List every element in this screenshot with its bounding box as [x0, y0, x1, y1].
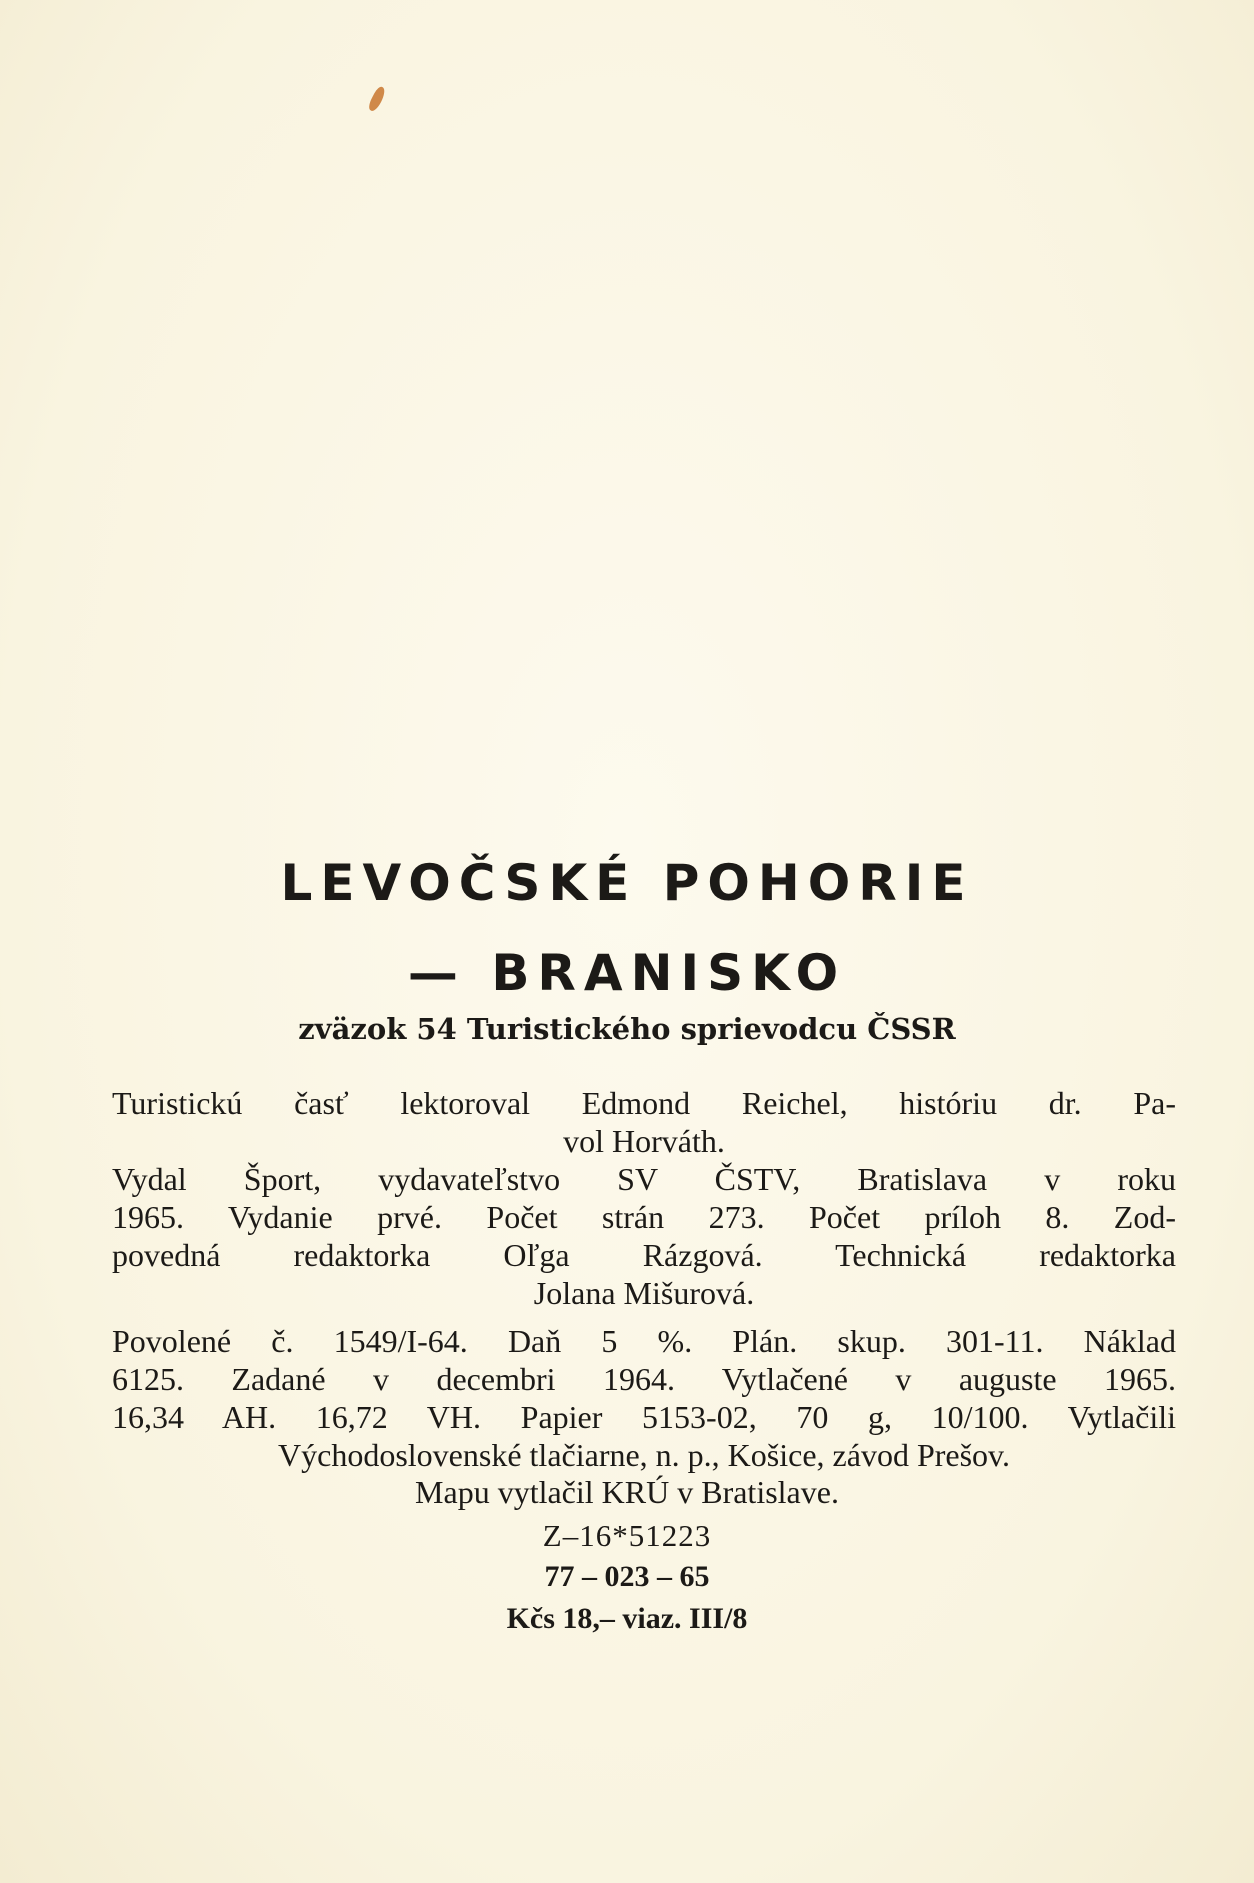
series-subtitle: zväzok 54 Turistického sprievodcu ČSSR — [298, 1012, 956, 1046]
credits-line: Jolana Mišurová. — [533, 1275, 755, 1311]
credits-line: vol Horváth. — [563, 1123, 725, 1159]
printing-line: Povolené č. 1549/I-64. Daň 5 %. Plán. skup. 301-11. Náklad — [112, 1323, 1176, 1359]
paper-stain — [366, 85, 387, 113]
credits-line: povedná redaktorka Oľga Rázgová. Technická redaktorka — [112, 1237, 1176, 1273]
title-line-1: LEVOČSKÉ POHORIE — [280, 854, 974, 912]
title-line-2: — BRANISKO — [407, 944, 847, 1002]
printing-line: Východoslovenské tlačiarne, n. p., Košice, závod Prešov. — [278, 1437, 1010, 1473]
credits-line: 1965. Vydanie prvé. Počet strán 273. Počet príloh 8. Zod- — [112, 1199, 1176, 1235]
credits-line: Vydal Šport, vydavateľstvo SV ČSTV, Bratislava v roku — [112, 1161, 1176, 1197]
printing-details-paragraph — [112, 1322, 1176, 1474]
publication-code: Z–16*51223 — [542, 1518, 712, 1553]
catalog-numbers: 77 – 023 – 65 — [544, 1560, 710, 1593]
printing-line: 16,34 AH. 16,72 VH. Papier 5153-02, 70 g, 10/100. Vytlačili — [112, 1399, 1176, 1435]
printing-line: 6125. Zadané v decembri 1964. Vytlačené v auguste 1965. — [112, 1361, 1176, 1397]
credits-line: Turistickú časť lektoroval Edmond Reichel, históriu dr. Pa- — [112, 1085, 1176, 1121]
credits-paragraph — [112, 1084, 1176, 1312]
price-info: Kčs 18,– viaz. III/8 — [506, 1602, 748, 1635]
book-title — [0, 838, 1254, 1018]
map-printer-note: Mapu vytlačil KRÚ v Bratislave. — [415, 1474, 839, 1510]
